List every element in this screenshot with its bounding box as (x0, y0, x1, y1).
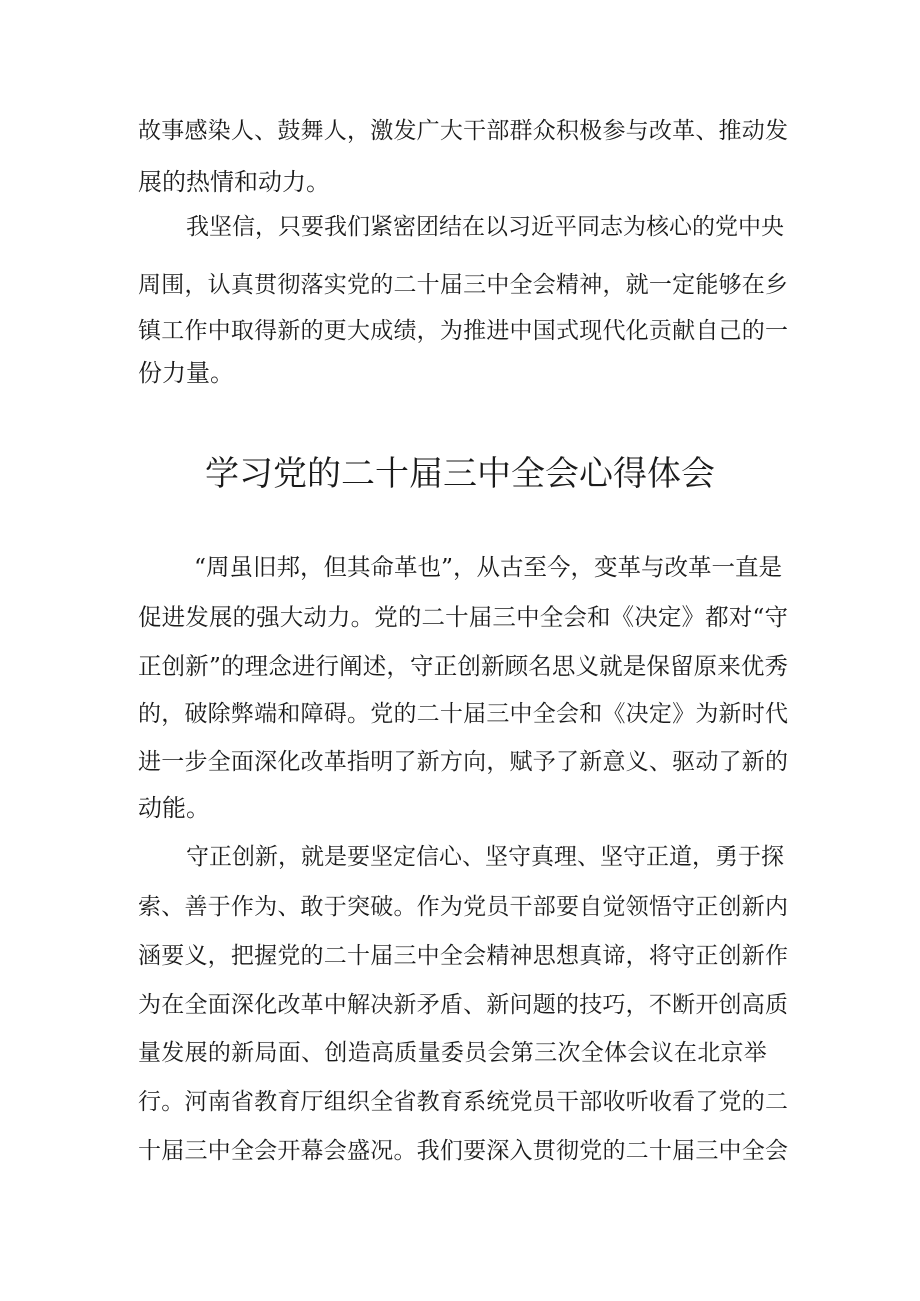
article-para2-line2: 索、善于作为、敢于突破。作为党员干部要自觉领悟守正创新内 (138, 894, 788, 920)
article-para2-line4: 为在全面深化改革中解决新矛盾、新问题的技巧，不断开创高质 (138, 992, 788, 1018)
article-para2-line1: 守正创新，就是要坚定信心、坚守真理、坚守正道，勇于探 (186, 844, 784, 870)
intro-para2-line2: 周围，认真贯彻落实党的二十届三中全会精神，就一定能够在乡 (138, 272, 788, 298)
intro-para2-line4: 份力量。 (138, 359, 234, 387)
intro-para1-line2: 展的热情和动力。 (138, 168, 330, 196)
article-para1-line2: 促进发展的强大动力。党的二十届三中全会和《决定》都对“守 (138, 603, 788, 631)
article-para2-line6: 行。河南省教育厅组织全省教育系统党员干部收听收看了党的二 (138, 1089, 788, 1115)
article-para1-line3: 正创新”的理念进行阐述，守正创新顾名思义就是保留原来优秀 (138, 652, 788, 680)
article-para2-line5: 量发展的新局面、创造高质量委员会第三次全体会议在北京举 (138, 1040, 768, 1066)
article-para1-line4: 的，破除弊端和障碍。党的二十届三中全会和《决定》为新时代 (138, 701, 788, 727)
article-para2-line3: 涵要义，把握党的二十届三中全会精神思想真谛，将守正创新作 (138, 943, 788, 969)
intro-para1-line1: 故事感染人、鼓舞人，激发广大干部群众积极参与改革、推动发 (138, 118, 788, 144)
article-para1-line6: 动能。 (138, 794, 210, 822)
article-para1-line5: 进一步全面深化改革指明了新方向，赋予了新意义、驱动了新的 (138, 749, 788, 775)
intro-para2-line3: 镇工作中取得新的更大成绩，为推进中国式现代化贡献自己的一 (138, 318, 788, 344)
intro-para2-line1: 我坚信，只要我们紧密团结在以习近平同志为核心的党中央 (186, 214, 784, 240)
document-title: 学习党的二十届三中全会心得体会 (205, 454, 715, 494)
article-para2-line7: 十届三中全会开幕会盛况。我们要深入贯彻党的二十届三中全会 (138, 1138, 788, 1164)
article-para1-line1: “周虽旧邦，但其命革也”，从古至今，变革与改革一直是 (194, 553, 783, 581)
